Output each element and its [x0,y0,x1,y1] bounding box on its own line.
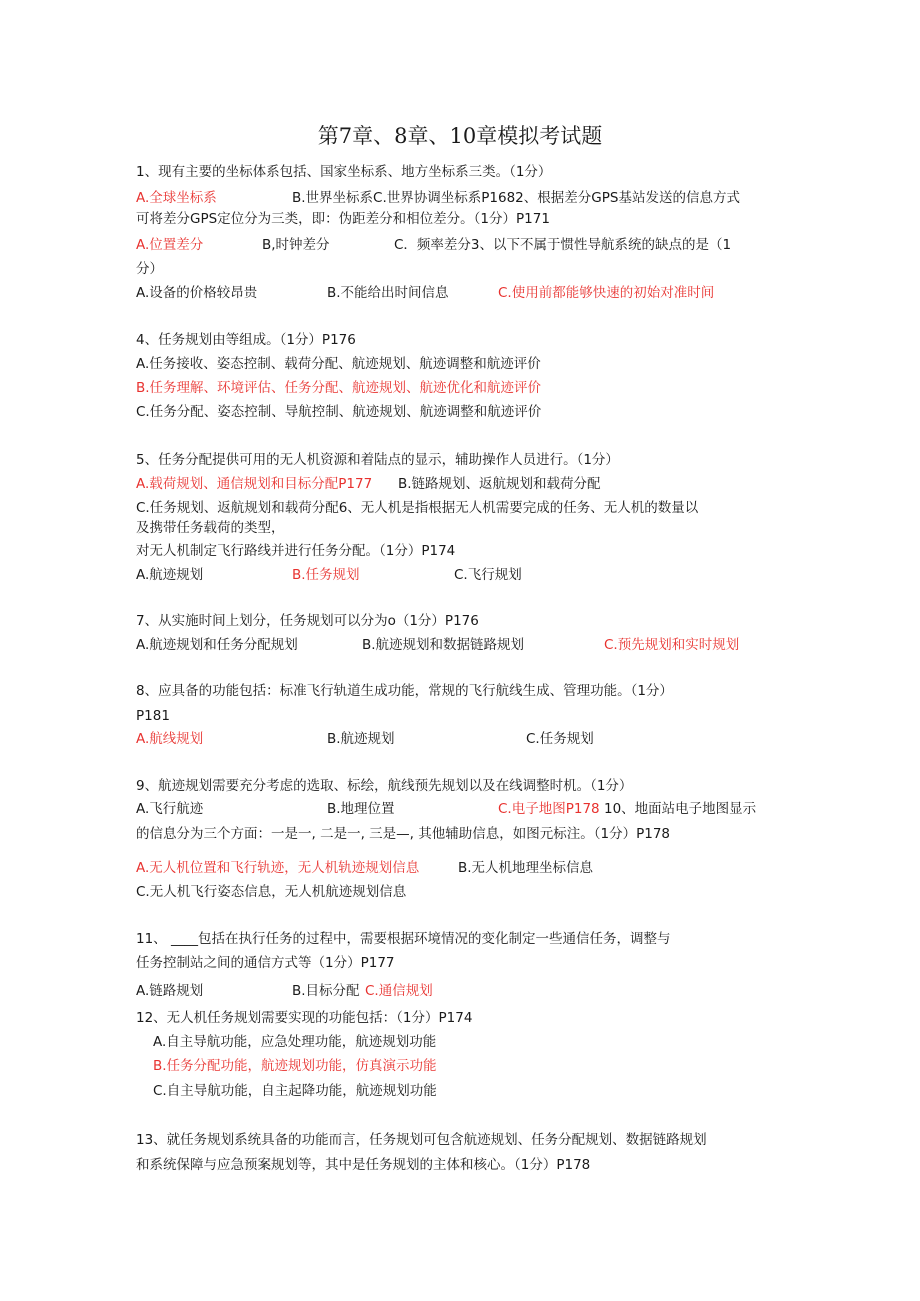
q8-option-c: C.任务规划 [526,731,594,747]
q10-text-continued: 的信息分为三个方面：一是一, 二是一, 三是—, 其他辅助信息，如图元标注。（1分）P178 [136,826,670,842]
q11-answer-c: C.通信规划 [365,983,433,999]
q7-option-b: B.航迹规划和数据链路规划 [362,637,525,653]
q3-answer-c: C.使用前都能够快速的初始对准时间 [498,285,715,301]
q5-answer-a: A.载荷规划、通信规划和目标分配P177 [136,476,373,492]
q12-option-c: C.自主导航功能，自主起降功能，航迹规划功能 [153,1083,437,1099]
page-title: 第7章、8章、10章模拟考试题 [317,124,603,148]
question-11-text: 11、 ____包括在执行任务的过程中，需要根据环境情况的变化制定一些通信任务，调整与 [136,931,671,947]
question-7-text: 7、从实施时间上划分，任务规划可以分为o（1分）P176 [136,613,479,629]
q4-option-a: A.任务接收、姿态控制、载荷分配、航迹规划、航迹调整和航迹评价 [136,356,541,372]
q8-answer-a: A.航线规划 [136,731,204,747]
q6-text-continued-2: 对无人机制定飞行路线并进行任务分配。（1分）P174 [136,543,456,559]
q12-answer-b: B.任务分配功能，航迹规划功能，仿真演示功能 [153,1058,437,1074]
question-5-text: 5、任务分配提供可用的无人机资源和着陆点的显示，辅助操作人员进行。（1分） [136,452,619,468]
q10-answer-a: A.无人机位置和飞行轨迹，无人机轨迹规划信息 [136,860,420,876]
q9-option-a: A.飞行航迹 [136,801,204,817]
q5-option-c-q6-text: C.任务规划、返航规划和载荷分配6、无人机是指根据无人机需要完成的任务、无人机的数量以 [136,500,699,516]
q11-text-continued: 任务控制站之间的通信方式等（1分）P177 [136,955,395,971]
q8-page-ref: P181 [136,708,170,724]
q7-option-a: A.航迹规划和任务分配规划 [136,637,298,653]
q2-option-c-q3-text: C．频率差分3、以下不属于惯性导航系统的缺点的是（1 [394,237,732,253]
q6-text-continued: 及携带任务载荷的类型， [136,520,285,536]
q1-option-b-c-q2-text: B.世界坐标系C.世界协调坐标系P1682、根据差分GPS基站发送的信息方式 [292,190,740,206]
q6-option-c: C.飞行规划 [454,567,522,583]
q1-answer-a: A.全球坐标系 [136,190,217,206]
q10-option-b: B.无人机地理坐标信息 [458,860,594,876]
question-10-text: 10、地面站电子地图显示 [604,801,757,817]
q6-answer-b: B.任务规划 [292,567,360,583]
q6-option-a: A.航迹规划 [136,567,204,583]
q11-option-b: B.目标分配 [292,983,360,999]
q3-option-a: A.设备的价格较昂贵 [136,285,258,301]
question-2-text: 可将差分GPS定位分为三类，即：伪距差分和相位差分。（1分）P171 [136,211,550,227]
q4-answer-b: B.任务理解、环境评估、任务分配、航迹规划、航迹优化和航迹评价 [136,380,542,396]
q5-option-b: B.链路规划、返航规划和载荷分配 [398,476,601,492]
q3-option-b: B.不能给出时间信息 [327,285,449,301]
q9-option-b: B.地理位置 [327,801,395,817]
q11-option-a: A.链路规划 [136,983,204,999]
q4-option-c: C.任务分配、姿态控制、导航控制、航迹规划、航迹调整和航迹评价 [136,404,542,420]
q3-text-continued: 分） [136,261,163,277]
q12-option-a: A.自主导航功能，应急处理功能，航迹规划功能 [153,1034,437,1050]
q13-text-continued: 和系统保障与应急预案规划等，其中是任务规划的主体和核心。（1分）P178 [136,1157,591,1173]
q2-answer-a: A.位置差分 [136,237,204,253]
question-12-text: 12、无人机任务规划需要实现的功能包括：（1分）P174 [136,1010,473,1026]
question-4-text: 4、任务规划由等组成。（1分）P176 [136,332,356,348]
question-1-text: 1、现有主要的坐标体系包括、国家坐标系、地方坐标系三类。（1分） [136,164,552,180]
q9-answer-c: C.电子地图P178 [498,801,600,817]
q8-option-b: B.航迹规划 [327,731,395,747]
question-8-text: 8、应具备的功能包括：标准飞行轨道生成功能，常规的飞行航线生成、管理功能。（1分） [136,683,673,699]
q7-answer-c: C.预先规划和实时规划 [604,637,740,653]
q2-option-b: B,时钟差分 [262,237,330,253]
q10-option-c: C.无人机飞行姿态信息，无人机航迹规划信息 [136,884,407,900]
question-13-text: 13、就任务规划系统具备的功能而言，任务规划可包含航迹规划、任务分配规划、数据链路规划 [136,1132,707,1148]
question-9-text: 9、航迹规划需要充分考虑的选取、标绘，航线预先规划以及在线调整时机。（1分） [136,778,633,794]
